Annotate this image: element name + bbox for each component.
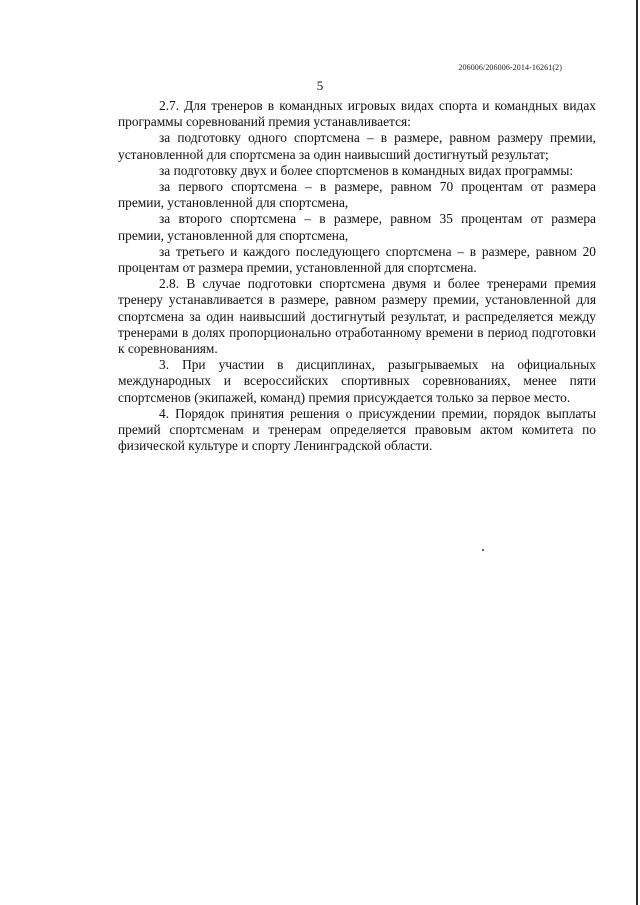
paragraph-first-athlete: за первого спортсмена – в размере, равном 70 процентам от размера премии, установленной для спортсмена, — [118, 179, 596, 211]
paragraph-2-7: 2.7. Для тренеров в командных игровых видах спорта и командных видах программы соревнований премия устанавливается: — [118, 98, 596, 130]
document-id: 206006/206006-2014-16261(2) — [458, 63, 562, 72]
paragraph-one-athlete: за подготовку одного спортсмена – в размере, равном размеру премии, установленной для спортсмена за один наивысший достигнутый результат; — [118, 130, 596, 162]
paragraph-4: 4. Порядок принятия решения о присуждении премии, порядок выплаты премий спортсменам и тренерам определяется правовым актом комитета по физической культуре и спорту Ленинградской области. — [118, 405, 596, 454]
paragraph-second-athlete: за второго спортсмена – в размере, равном 35 процентам от размера премии, установленной для спортсмена, — [118, 211, 596, 243]
scan-speck — [482, 549, 484, 551]
paragraph-two-or-more: за подготовку двух и более спортсменов в командных видах программы: — [159, 162, 574, 178]
paragraph-2-8: 2.8. В случае подготовки спортсмена двумя и более тренерами премия тренеру устанавливается в размере, равном размеру премии, установленной для спортсмена за один наивысший достигнутый результат, и распределяется между тренерами в долях пропорционально отработанному времени в период подготовки к соревнованиям. — [118, 276, 596, 357]
paragraph-3: 3. При участии в дисциплинах, разыгрываемых на официальных международных и всероссийских спортивных соревнованиях, менее пяти спортсменов (экипажей, команд) премия присуждается только за первое место. — [118, 357, 596, 405]
document-body — [118, 98, 596, 454]
page-number: 5 — [316, 78, 324, 93]
scan-edge — [636, 0, 638, 905]
paragraph-third-athlete: за третьего и каждого последующего спортсмена – в размере, равном 20 процентам от размера премии, установленной для спортсмена. — [118, 243, 596, 276]
